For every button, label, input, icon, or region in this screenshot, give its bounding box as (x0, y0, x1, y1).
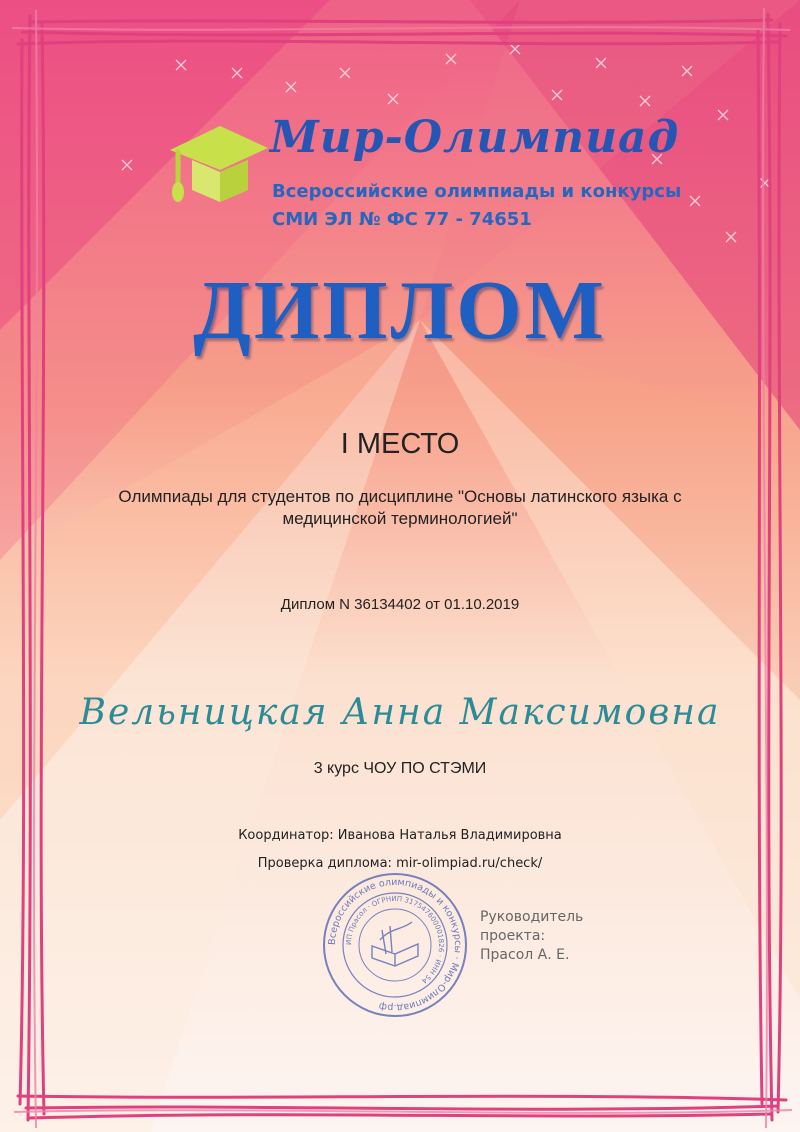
diploma-number: Диплом N 36134402 от 01.10.2019 (280, 596, 520, 613)
signature-role-line-1: Руководитель (480, 909, 584, 925)
place-label: I МЕСТО (340, 428, 460, 460)
brand-name: Мир-Олимпиад (270, 112, 680, 163)
discipline-line-2: медицинской терминологией" (282, 509, 518, 528)
graduation-cap-icon (160, 112, 272, 212)
signature-role-line-2: проекта: (480, 928, 546, 944)
media-registration: СМИ ЭЛ № ФС 77 - 74651 (272, 209, 532, 230)
discipline-line-1: Олимпиады для студентов по дисциплине "Основы латинского языка с (118, 487, 682, 506)
stamp-outer-text: Всероссийские олимпиады и конкурсы · Мир-Олимпиад.рф (326, 876, 464, 1014)
stamp-inner-text: ИП Прасол · ОГРНИП 317547600001826 · ИНН 54 (344, 894, 446, 985)
diploma-title: ДИПЛОМ (193, 264, 607, 357)
recipient-name: Вельницкая Анна Максимовна (79, 692, 721, 733)
signature-name: Прасол А. Е. (480, 947, 570, 963)
signature-block (480, 908, 583, 965)
official-stamp (320, 870, 470, 1020)
verification-line: Проверка диплома: mir-olimpiad.ru/check/ (257, 856, 543, 871)
coordinator-line: Координатор: Иванова Наталья Владимировна (238, 828, 562, 843)
book-icon (372, 922, 418, 966)
brand-subtitle: Всероссийские олимпиады и конкурсы (272, 181, 682, 202)
discipline-text (60, 486, 740, 530)
brand-subtitle-block (272, 178, 681, 234)
recipient-course: 3 курс ЧОУ ПО СТЭМИ (313, 760, 487, 777)
